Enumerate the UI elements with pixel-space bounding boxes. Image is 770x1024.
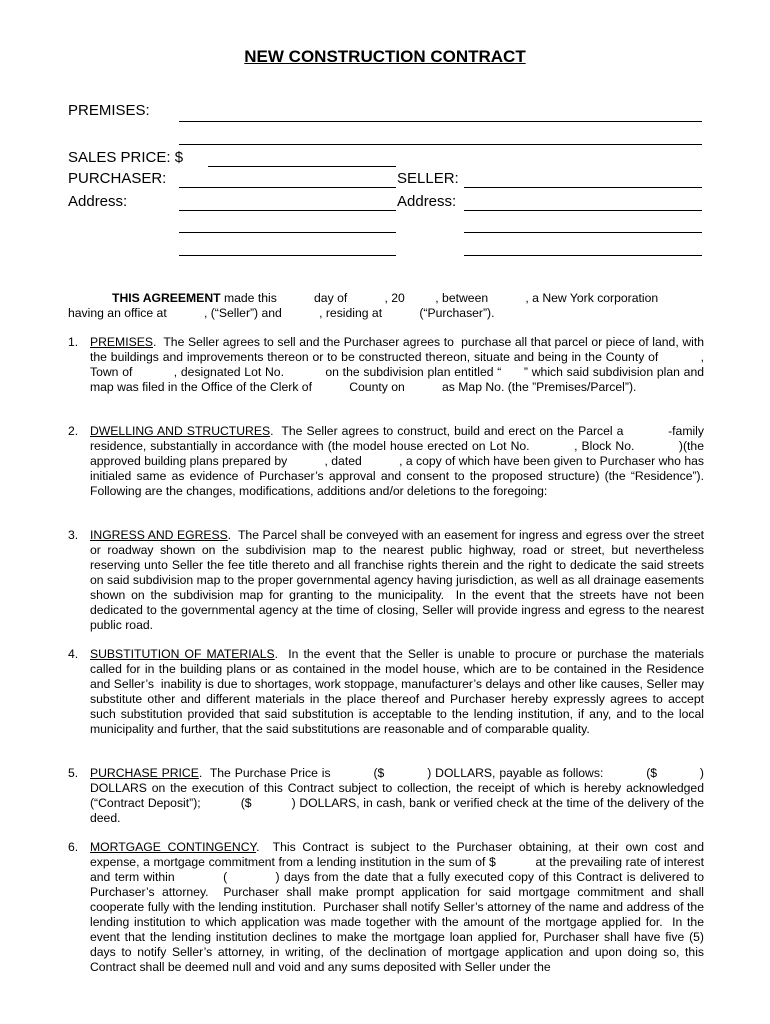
agreement-intro [68, 291, 704, 321]
section-number: 6. [68, 840, 79, 854]
section-mortgage-contingency [68, 840, 708, 975]
premises-line-1 [179, 121, 702, 122]
section-heading: DWELLING AND STRUCTURES [90, 424, 271, 438]
sales-price-label: SALES PRICE: $ [68, 149, 184, 166]
purchaser-address-label: Address: [68, 193, 128, 210]
premises-label: PREMISES: [68, 102, 150, 119]
agreement-bold: THIS AGREEMENT [112, 291, 221, 305]
section-heading: SUBSTITUTION OF MATERIALS [90, 647, 275, 661]
section-number: 2. [68, 424, 79, 438]
section-text: . This Contract is subject to the Purchaser obtaining, at their own cost and expense, a mortgage commitment from a lending institution in the sum of $ at the prevailing rate of interest and term within ( ) days from the date that a fully executed copy of this Contract is delivered to Purchaser’s attorney. Purchaser shall make prompt application for said mortgage commitment and shall cooperate fully with the lending institution. Purchaser shall notify Seller’s attorney of the name and address of the lending institution to which application was made together with the amount of the mortgage applied for. In the event that the lending institution declines to make the mortgage loan applied for, Purchaser shall have five (5) days to notify Seller’s attorney, in writing, of the declination of mortgage application and upon doing so, this Contract shall be deemed null and void and any sums deposited with Seller under the [90, 840, 708, 974]
section-text: . The Purchase Price is ($ ) DOLLARS, payable as follows: ($ ) DOLLARS on the execution of this Contract subject to collection, the receipt of which is hereby acknowledged (“Contract Deposit”); ($ ) DOLLARS, in cash, bank or verified check at the time of the delivery of the deed. [90, 766, 708, 825]
seller-address-label: Address: [397, 193, 457, 210]
sales-price-line [208, 166, 396, 167]
section-substitution [68, 647, 708, 737]
section-number: 5. [68, 766, 79, 780]
section-number: 1. [68, 335, 79, 349]
seller-address-line-2 [464, 232, 702, 233]
seller-address-line-3 [464, 255, 702, 256]
section-heading: INGRESS AND EGRESS [90, 528, 228, 542]
section-dwelling [68, 424, 711, 499]
section-premises [68, 335, 708, 395]
section-heading: PURCHASE PRICE [90, 766, 199, 780]
section-text: . The Seller agrees to sell and the Purchaser agrees to purchase all that parcel or piece of land, with the buildings and improvements thereon or to be constructed thereon, situate and being in the County of , Town of , designated Lot No. on the subdivision plan entitled “ ” which said subdivision plan and map was filed in the Office of the Clerk of County on as Map No. (the ”Premises/Parcel”). [90, 335, 708, 394]
section-ingress-egress [68, 528, 708, 633]
section-purchase-price [68, 766, 708, 826]
purchaser-address-line-1 [179, 210, 396, 211]
section-text: . In the event that the Seller is unable to procure or purchase the materials called for in the building plans or as contained in the model house, which are to be contained in the Residence and Seller’s inability is due to shortages, work stoppage, manufacturer’s delays and other like causes, Seller may substitute other and different materials in the place thereof and Purchaser hereby expressly agrees to accept such substitution provided that said substitution is acceptable to the lending institution, if any, and to the local municipality and further, that the said substitutions are reasonable and of comparable quality. [90, 647, 708, 736]
section-heading: PREMISES [90, 335, 153, 349]
premises-line-2 [179, 144, 702, 145]
agreement-line-1: made this day of , 20 , between , a New York corporation [220, 291, 659, 305]
section-text: . The Seller agrees to construct, build and erect on the Parcel a -family residence, substantially in accordance with (the model house erected on Lot No. , Block No. )(the approved building plans prepared by , dated , a copy of which have been given to Purchaser who has initialed same as evidence of Purchaser’s approval and consent to the proposed structure) (the “Residence”). Following are the changes, modifications, additions and/or deletions to the foregoing: [90, 424, 711, 498]
purchaser-label: PURCHASER: [68, 170, 167, 187]
section-heading: MORTGAGE CONTINGENCY [90, 840, 257, 854]
section-number: 3. [68, 528, 79, 542]
agreement-line-2: having an office at , (“Seller”) and , residing at (“Purchaser”). [68, 306, 495, 320]
purchaser-address-line-2 [179, 232, 396, 233]
seller-label: SELLER: [397, 170, 459, 187]
seller-line [464, 187, 702, 188]
document-title: NEW CONSTRUCTION CONTRACT [244, 47, 526, 66]
purchaser-address-line-3 [179, 255, 396, 256]
purchaser-line [179, 187, 396, 188]
seller-address-line-1 [464, 210, 702, 211]
section-number: 4. [68, 647, 79, 661]
section-text: . The Parcel shall be conveyed with an easement for ingress and egress over the street or roadway shown on the subdivision map to the nearest public highway, road or street, but nevertheless reserving unto Seller the fee title thereto and all franchise rights therein and the right to dedicate the said streets on said subdivision map to the proper governmental agency having jurisdiction, as well as all drainage easements shown on the subdivision map for granting to the municipality. In the event that the streets have not been dedicated to the governmental agency at the time of closing, Seller will provide ingress and egress to the nearest public road. [90, 528, 708, 632]
